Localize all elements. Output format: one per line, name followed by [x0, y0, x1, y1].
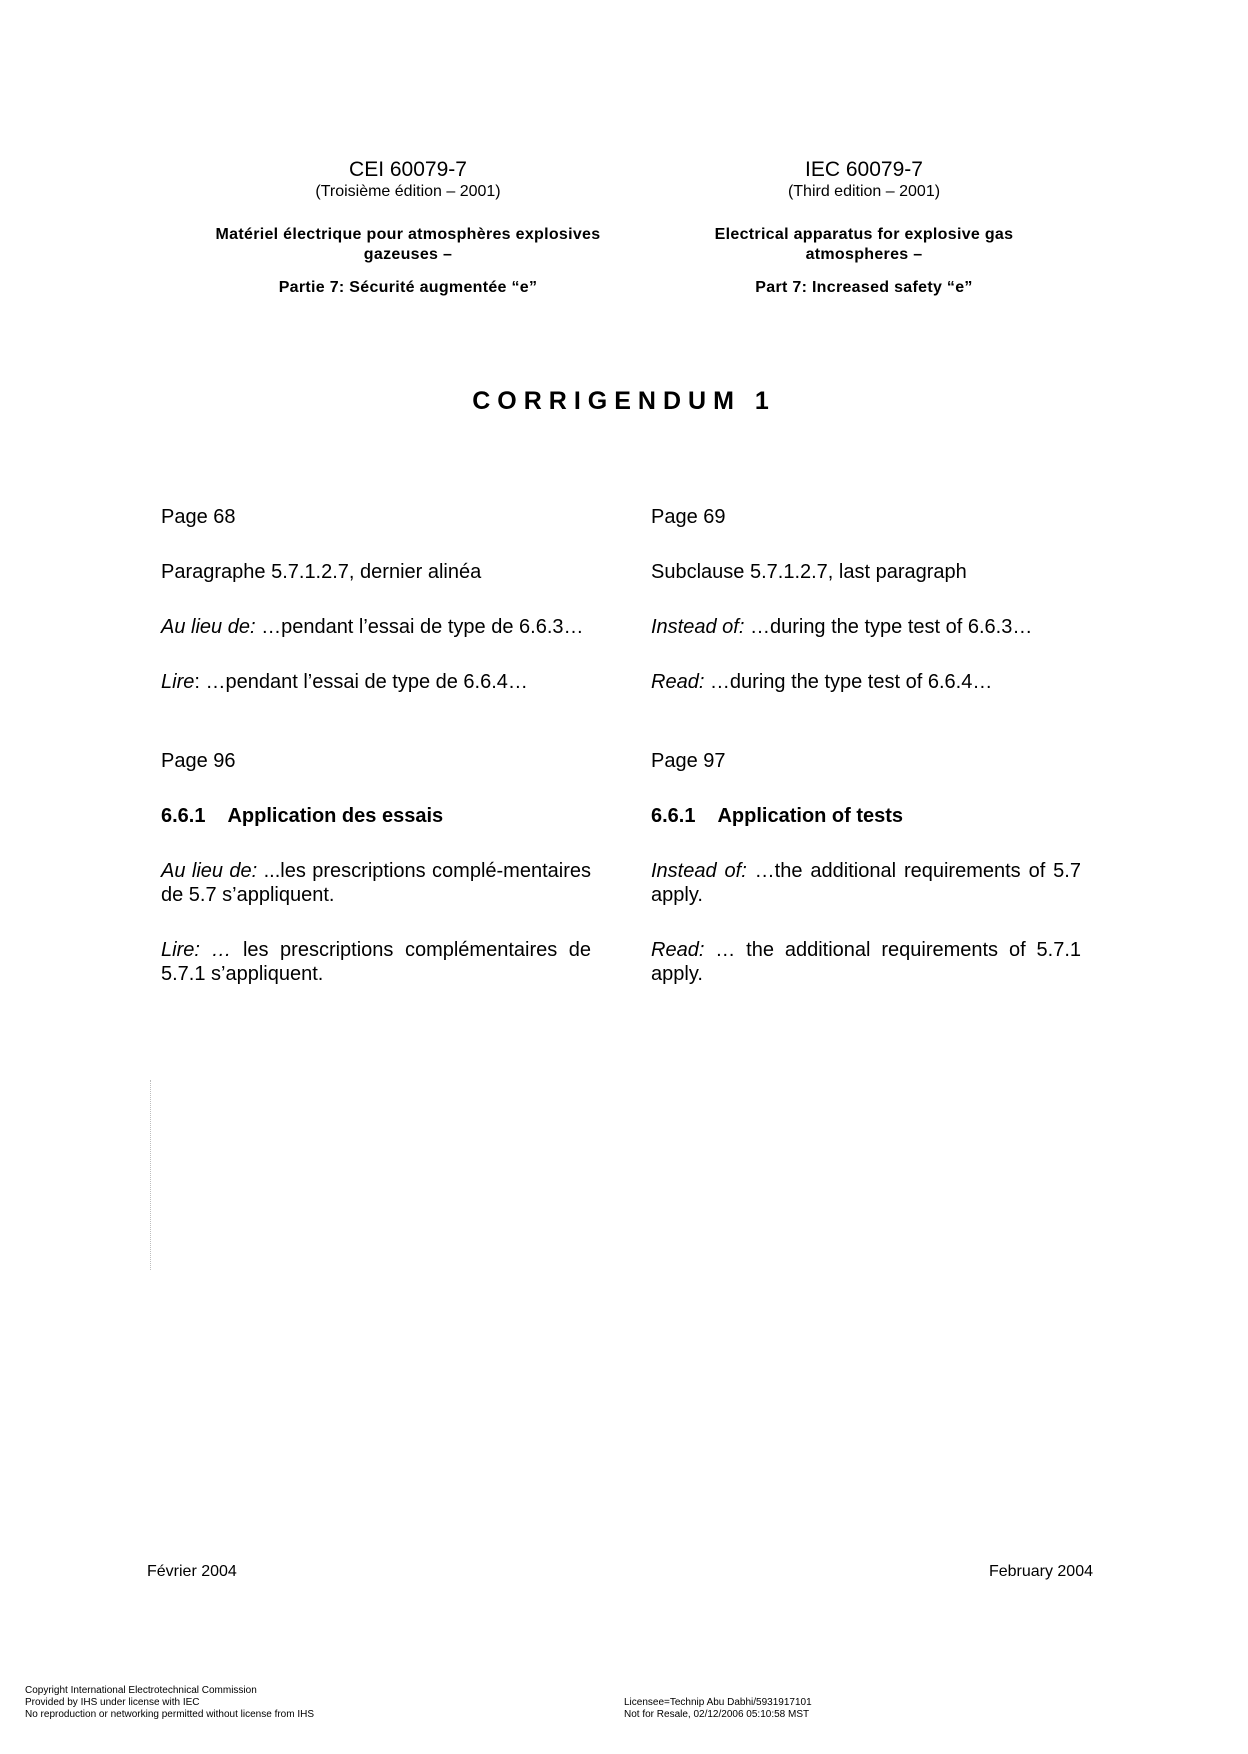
title-en-line2: atmospheres – [805, 246, 923, 263]
clause-heading-fr-2 [161, 804, 591, 828]
clause-number-fr-2: 6.6.1 [161, 805, 206, 827]
read-fr-2 [161, 938, 591, 986]
read-text-fr-1: : …pendant l’essai de type de 6.6.4… [194, 671, 528, 693]
date-en: February 2004 [988, 1563, 1093, 1580]
standard-number-fr: CEI 60079-7 [349, 158, 467, 181]
title-en-line1: Electrical apparatus for explosive gas [714, 226, 1014, 243]
read-fr-1 [161, 670, 591, 694]
page-ref-fr-2: Page 96 [161, 750, 236, 772]
clause-heading-en-2 [651, 804, 1081, 828]
read-label-en-1: Read: [651, 671, 705, 693]
read-text-fr-2: les prescriptions complémentaires de 5.7.1 s’appliquent. [161, 939, 592, 985]
read-label-fr-2: Lire: … [161, 939, 232, 961]
part-en: Part 7: Increased safety “e” [755, 279, 973, 296]
copyright-line-2: Provided by IHS under license with IEC [25, 1697, 200, 1708]
standard-number-en: IEC 60079-7 [805, 158, 923, 181]
instead-en-2 [651, 859, 1081, 907]
edition-en: (Third edition – 2001) [787, 183, 941, 200]
instead-en-1 [651, 615, 1081, 639]
title-en [584, 225, 1144, 265]
instead-fr-2 [161, 859, 591, 907]
edition-fr: (Troisième édition – 2001) [315, 183, 501, 200]
corrigendum-title: CORRIGENDUM 1 [472, 387, 776, 415]
licensee-line-1: Licensee=Technip Abu Dabhi/5931917101 [624, 1697, 812, 1708]
read-text-en-2: … the additional requirements of 5.7.1 apply. [651, 939, 1081, 985]
instead-text-en-2: …the additional requirements of 5.7 apply. [651, 860, 1081, 906]
read-label-fr-1: Lire [161, 671, 195, 693]
copyright-block [25, 1685, 314, 1721]
instead-label-fr-2: Au lieu de: [161, 860, 258, 882]
page-ref-en-2: Page 97 [651, 750, 726, 772]
header-en [584, 158, 1144, 297]
instead-fr-1 [161, 615, 591, 639]
read-en-2 [651, 938, 1081, 986]
page-ref-en-1: Page 69 [651, 506, 726, 528]
read-label-en-2: Read: [651, 939, 705, 961]
copyright-line-3: No reproduction or networking permitted without license from IHS [25, 1709, 315, 1720]
clause-title-fr-2: Application des essais [227, 805, 444, 827]
title-fr-line2: gazeuses – [363, 246, 453, 263]
licensee-line-2: Not for Resale, 02/12/2006 05:10:58 MST [624, 1709, 810, 1720]
clause-number-en-2: 6.6.1 [651, 805, 696, 827]
clause-title-en-2: Application of tests [717, 805, 904, 827]
licensee-block [624, 1697, 812, 1721]
title-fr-line1: Matériel électrique pour atmosphères explosives [215, 226, 601, 243]
page-ref-fr-1: Page 68 [161, 506, 236, 528]
part-fr: Partie 7: Sécurité augmentée “e” [278, 279, 538, 296]
instead-text-en-1: …during the type test of 6.6.3… [744, 616, 1033, 638]
column-en [651, 505, 1081, 986]
date-fr: Février 2004 [147, 1563, 237, 1580]
column-fr [161, 505, 591, 986]
read-en-1 [651, 670, 1081, 694]
clause-ref-fr-1: Paragraphe 5.7.1.2.7, dernier alinéa [161, 561, 482, 583]
clause-ref-en-1: Subclause 5.7.1.2.7, last paragraph [651, 561, 967, 583]
instead-label-en-2: Instead of: [651, 860, 747, 882]
instead-label-fr-1: Au lieu de: [161, 616, 256, 638]
scan-artifact [150, 1080, 151, 1270]
copyright-line-1: Copyright International Electrotechnical Commission [25, 1685, 257, 1696]
instead-text-fr-1: …pendant l’essai de type de 6.6.3… [255, 616, 584, 638]
read-text-en-1: …during the type test of 6.6.4… [704, 671, 993, 693]
instead-text-fr-2: ...les prescriptions complé-mentaires de 5.7 s’appliquent. [161, 860, 591, 906]
instead-label-en-1: Instead of: [651, 616, 745, 638]
